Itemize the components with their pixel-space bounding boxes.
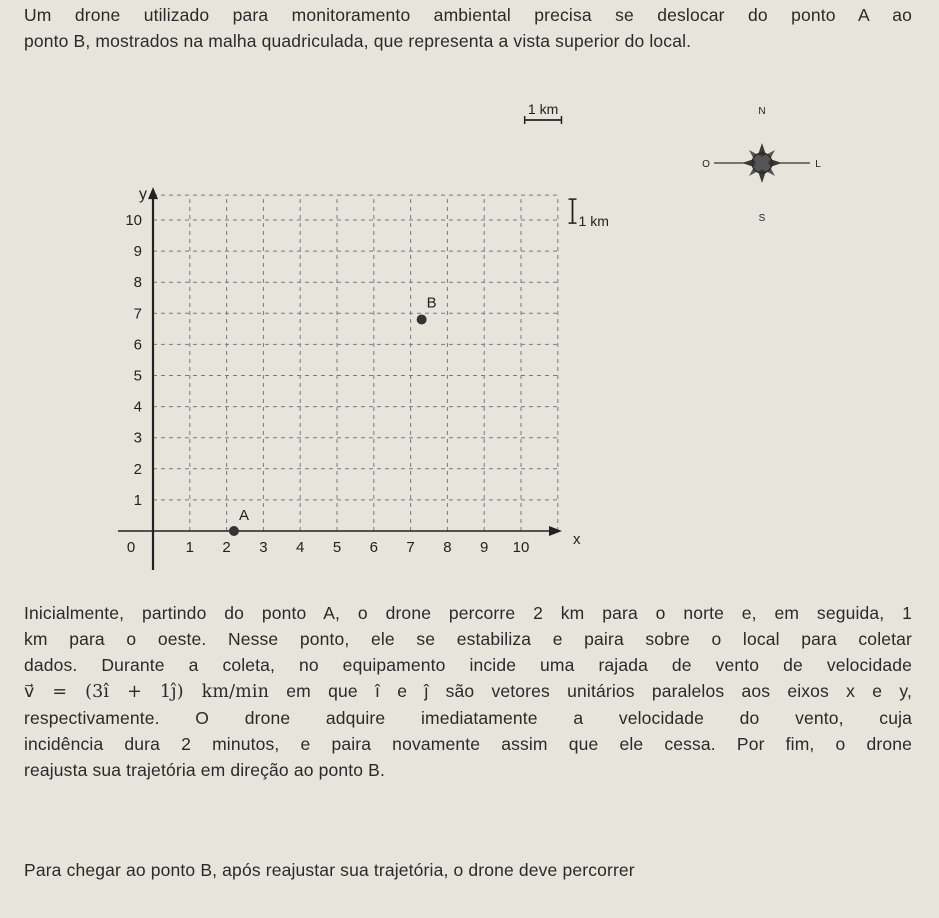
x-tick-label: 3 bbox=[259, 539, 268, 556]
compass-north-label: N bbox=[758, 106, 766, 117]
y-tick-label: 10 bbox=[125, 212, 142, 229]
intro-line-2: ponto B, mostrados na malha quadriculada, que representa a vista superior do local. bbox=[24, 31, 692, 51]
scale-label-horizontal: 1 km bbox=[527, 101, 559, 117]
y-tick-label: 7 bbox=[133, 305, 142, 323]
point-label-a: A bbox=[238, 507, 249, 524]
body-line-6: incidência dura 2 minutos, e paira novamente assim que ele cessa. Por fim, o drone bbox=[24, 734, 912, 754]
body-line-4 bbox=[24, 678, 912, 705]
x-tick-label: 6 bbox=[369, 539, 378, 556]
y-tick-label: 1 bbox=[133, 491, 142, 509]
body-line-1: Inicialmente, partindo do ponto A, o drone percorre 2 km para o norte e, em seguida, 1 bbox=[24, 603, 912, 623]
x-axis-arrow bbox=[549, 526, 562, 536]
point-a bbox=[229, 526, 239, 536]
y-tick-label: 9 bbox=[133, 243, 142, 261]
question-prompt bbox=[24, 857, 912, 883]
point-b bbox=[417, 315, 427, 325]
y-axis-label: y bbox=[139, 186, 147, 204]
x-tick-label: 9 bbox=[480, 539, 489, 556]
body-line-5: respectivamente. O drone adquire imediatamente a velocidade do vento, cuja bbox=[24, 708, 912, 728]
point-label-b: B bbox=[426, 294, 437, 312]
body-line-2: km para o oeste. Nesse ponto, ele se estabiliza e paira sobre o local para coletar bbox=[24, 629, 912, 649]
grid-lines bbox=[153, 195, 558, 531]
x-tick-label: 1 bbox=[185, 539, 194, 556]
closing-line: Para chegar ao ponto B, após reajustar sua trajetória, o drone deve percorrer bbox=[24, 860, 635, 880]
axes bbox=[118, 186, 581, 570]
tick-labels bbox=[125, 212, 529, 556]
x-tick-label: 7 bbox=[406, 539, 415, 556]
body-line-7: reajusta sua trajetória em direção ao ponto B. bbox=[24, 760, 385, 780]
compass-rose bbox=[702, 106, 821, 224]
x-tick-label: 2 bbox=[222, 539, 231, 556]
y-axis-arrow bbox=[148, 187, 158, 199]
y-tick-label: 6 bbox=[133, 336, 142, 354]
x-tick-label: 4 bbox=[296, 539, 305, 556]
compass-west-label: O bbox=[702, 159, 710, 170]
x-tick-label: 10 bbox=[512, 539, 530, 556]
x-axis-label: x bbox=[573, 531, 581, 548]
compass-east-label: L bbox=[815, 159, 821, 170]
x-tick-label: 5 bbox=[332, 539, 342, 556]
y-tick-label: 3 bbox=[133, 429, 142, 447]
x-tick-label: 0 bbox=[126, 539, 136, 556]
compass-south-label: S bbox=[758, 213, 766, 224]
y-tick-label: 2 bbox=[133, 460, 142, 478]
body-line-4-rest: em que î e ĵ são vetores unitários paralelos aos eixos x e y, bbox=[286, 681, 913, 701]
body-line-3: dados. Durante a coleta, no equipamento incide uma rajada de vento de velocidade bbox=[24, 655, 912, 675]
y-tick-label: 4 bbox=[133, 398, 142, 416]
scale-label-vertical: 1 km bbox=[578, 213, 609, 229]
intro-line-1: Um drone utilizado para monitoramento ambiental precisa se deslocar do ponto A ao bbox=[24, 5, 912, 25]
problem-body bbox=[24, 600, 912, 783]
wind-velocity-vector: v⃗ = (3î + 1ĵ) km/min bbox=[24, 682, 270, 702]
y-tick-label: 8 bbox=[133, 274, 142, 292]
y-tick-label: 5 bbox=[133, 367, 142, 385]
x-tick-label: 8 bbox=[443, 539, 452, 556]
scale-indicators bbox=[525, 101, 609, 229]
